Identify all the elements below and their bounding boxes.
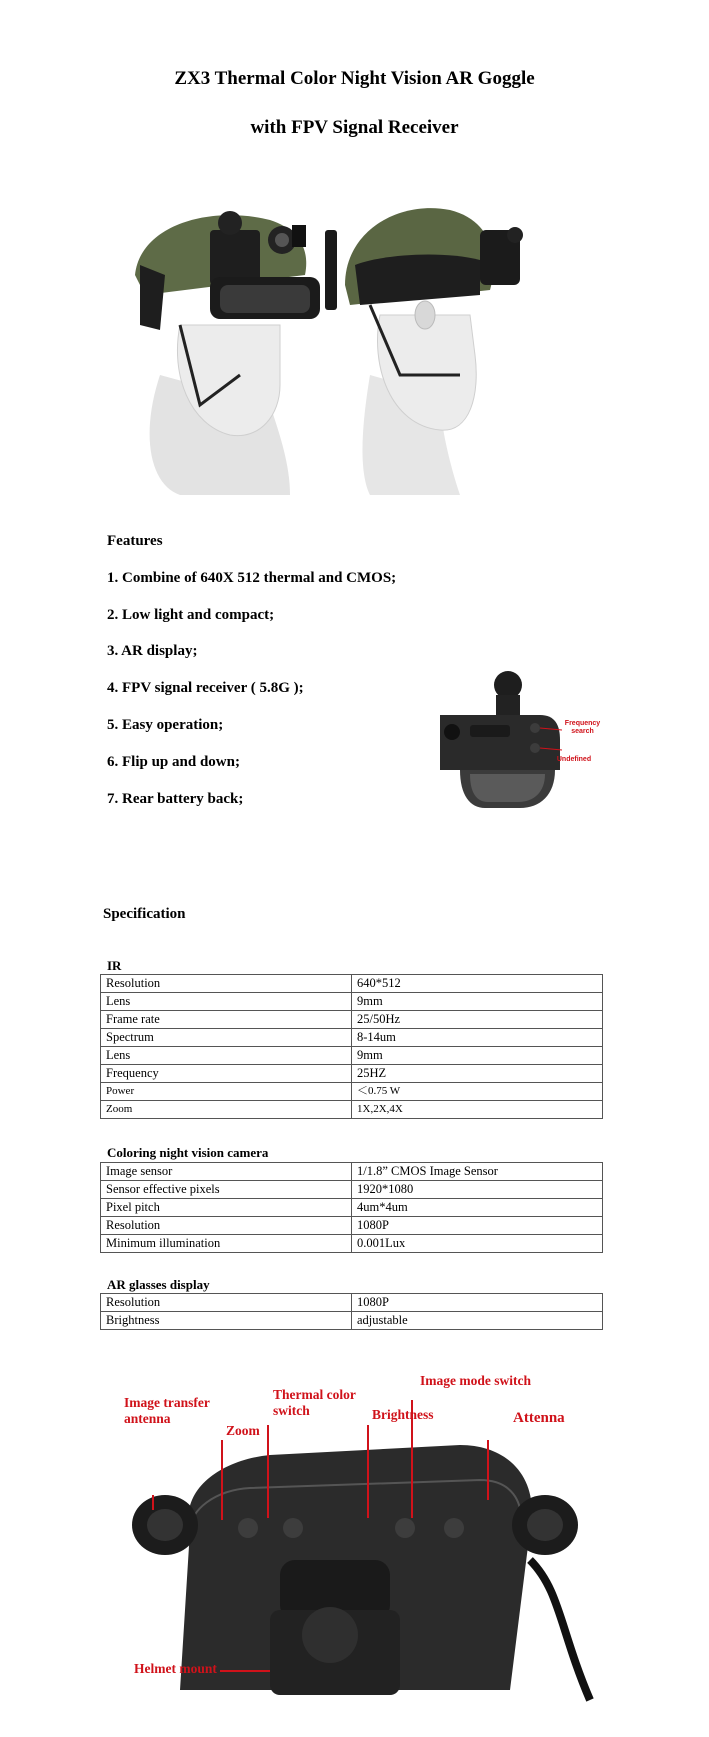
table-cell: Lens [101,1047,352,1065]
helmet-side-view [325,208,523,495]
helmet-photos [120,205,590,505]
zoom-callout: Zoom [226,1423,260,1438]
helmet-front-view [135,211,320,495]
table-cell: Resolution [101,1217,352,1235]
specification-heading: Specification [103,906,186,922]
ir-spec-table [100,974,603,1119]
feature-item: 2. Low light and compact; [107,607,275,623]
table-cell: 25/50Hz [352,1011,603,1029]
features-heading: Features [107,533,163,549]
table-cell: 1080P [352,1294,603,1312]
image-transfer-antenna-callout: Image transfer antenna [124,1395,210,1426]
feature-item: 3. AR display; [107,643,198,659]
feature-item: 4. FPV signal receiver ( 5.8G ); [107,680,304,696]
thermal-color-switch-callout: Thermal color switch [273,1387,356,1418]
table-cell: 25HZ [352,1065,603,1083]
color-camera-spec-table [100,1162,603,1253]
goggle-device-image [430,670,605,830]
page-subtitle: with FPV Signal Receiver [250,117,459,138]
table-cell: 1920*1080 [352,1181,603,1199]
feature-item: 1. Combine of 640X 512 thermal and CMOS; [107,570,397,586]
feature-item: 7. Rear battery back; [107,791,244,807]
table-cell: 1/1.8” CMOS Image Sensor [352,1163,603,1181]
table-cell: 9mm [352,993,603,1011]
table-cell: Minimum illumination [101,1235,352,1253]
table-row [101,1011,603,1029]
table-row [101,1235,603,1253]
table-cell: 8-14um [352,1029,603,1047]
table-cell: 0.001Lux [352,1235,603,1253]
table-cell: Sensor effective pixels [101,1181,352,1199]
color-camera-heading: Coloring night vision camera [107,1145,269,1160]
table-row [101,1312,603,1330]
table-row [101,1083,603,1101]
table-row [101,1065,603,1083]
table-cell: Resolution [101,1294,352,1312]
table-cell: 9mm [352,1047,603,1065]
table-row [101,1163,603,1181]
table-cell: Brightness [101,1312,352,1330]
table-row [101,975,603,993]
table-cell: ＜0.75 W [352,1083,603,1101]
table-row [101,1101,603,1119]
table-cell: Lens [101,993,352,1011]
table-cell: Frequency [101,1065,352,1083]
ar-display-spec-table [100,1293,603,1330]
feature-item: 5. Easy operation; [107,717,224,733]
table-cell: Image sensor [101,1163,352,1181]
table-cell: 1X,2X,4X [352,1101,603,1119]
table-cell: adjustable [352,1312,603,1330]
table-row [101,993,603,1011]
attenna-callout: Attenna [513,1410,565,1426]
page-title: ZX3 Thermal Color Night Vision AR Goggle [174,68,535,89]
undefined-label: Undefined [556,756,592,763]
table-cell: Zoom [101,1101,352,1119]
table-row [101,1199,603,1217]
table-cell: Spectrum [101,1029,352,1047]
table-cell: 4um*4um [352,1199,603,1217]
feature-item: 6. Flip up and down; [107,754,240,770]
table-row [101,1029,603,1047]
table-row [101,1217,603,1235]
table-row [101,1294,603,1312]
table-row [101,1181,603,1199]
image-mode-switch-callout: Image mode switch [420,1373,531,1388]
table-cell: Resolution [101,975,352,993]
table-cell: 640*512 [352,975,603,993]
brightness-callout: Brightness [372,1407,434,1422]
ar-display-heading: AR glasses display [107,1277,210,1292]
table-cell: Frame rate [101,1011,352,1029]
frequency-search-label: Frequency search [564,720,601,735]
table-cell: Power [101,1083,352,1101]
table-cell: Pixel pitch [101,1199,352,1217]
ir-heading: IR [107,958,122,973]
table-row [101,1047,603,1065]
table-cell: 1080P [352,1217,603,1235]
helmet-mount-callout: Helmet mount [134,1661,217,1676]
